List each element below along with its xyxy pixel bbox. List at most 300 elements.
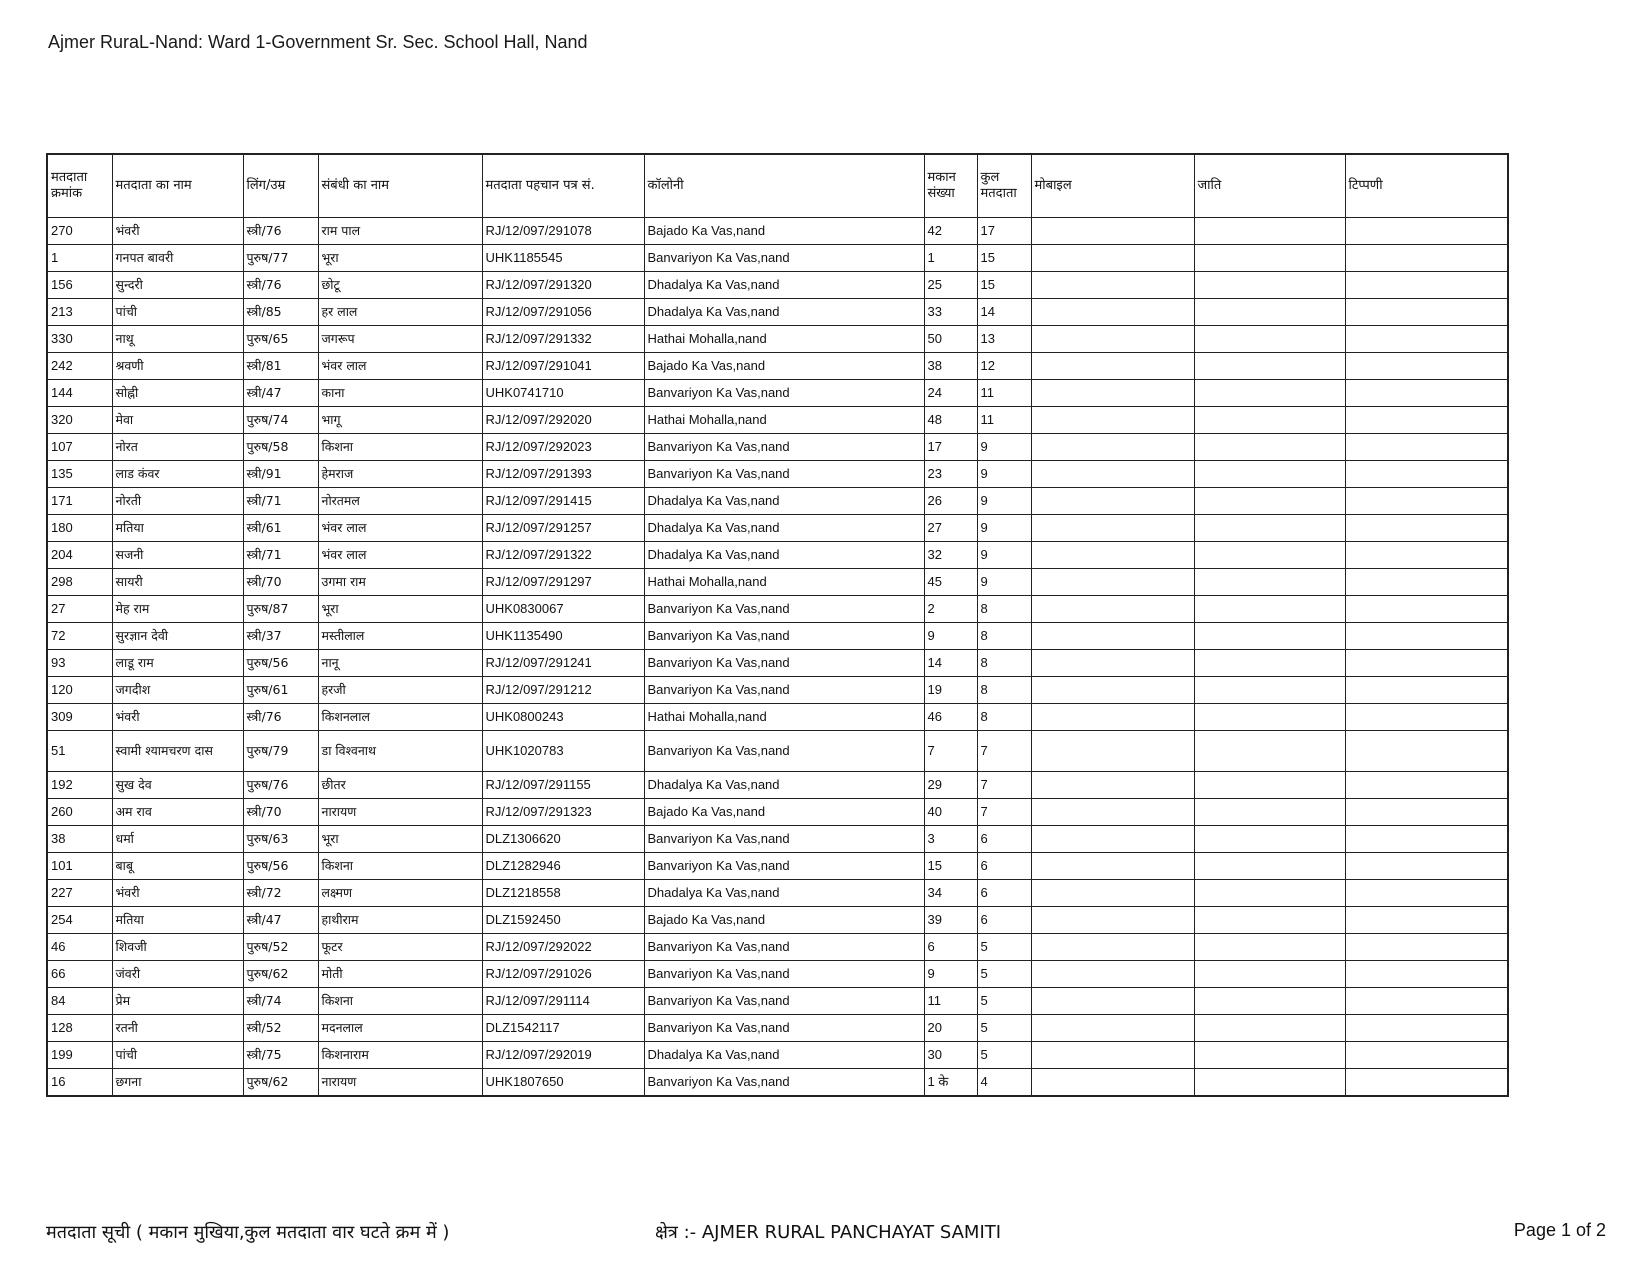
- cell-house-number: 14: [924, 650, 977, 677]
- cell-voter-name: सोह्नी: [112, 380, 243, 407]
- cell-colony: Dhadalya Ka Vas,nand: [644, 1042, 924, 1069]
- cell-voter-serial: 204: [47, 542, 112, 569]
- cell-remarks: [1345, 326, 1508, 353]
- cell-colony: Banvariyon Ka Vas,nand: [644, 1015, 924, 1042]
- cell-colony: Banvariyon Ka Vas,nand: [644, 826, 924, 853]
- cell-colony: Banvariyon Ka Vas,nand: [644, 245, 924, 272]
- cell-voter-id: DLZ1542117: [482, 1015, 644, 1042]
- cell-voter-serial: 135: [47, 461, 112, 488]
- cell-house-number: 19: [924, 677, 977, 704]
- cell-voter-name: धर्मा: [112, 826, 243, 853]
- cell-mobile: [1031, 731, 1194, 772]
- cell-colony: Banvariyon Ka Vas,nand: [644, 988, 924, 1015]
- cell-total-voters: 8: [977, 677, 1031, 704]
- cell-house-number: 6: [924, 934, 977, 961]
- table-row: [47, 272, 1508, 299]
- cell-relative-name: भंवर लाल: [318, 542, 482, 569]
- cell-colony: Dhadalya Ka Vas,nand: [644, 488, 924, 515]
- cell-voter-name: छगना: [112, 1069, 243, 1097]
- cell-gender-age: स्त्री/70: [243, 799, 318, 826]
- cell-voter-name: जंवरी: [112, 961, 243, 988]
- cell-gender-age: पुरुष/76: [243, 772, 318, 799]
- cell-colony: Hathai Mohalla,nand: [644, 704, 924, 731]
- cell-caste: [1194, 1015, 1345, 1042]
- cell-relative-name: मस्तीलाल: [318, 623, 482, 650]
- cell-relative-name: लक्ष्मण: [318, 880, 482, 907]
- cell-voter-name: शिवजी: [112, 934, 243, 961]
- cell-voter-id: RJ/12/097/291322: [482, 542, 644, 569]
- cell-total-voters: 11: [977, 407, 1031, 434]
- cell-total-voters: 6: [977, 853, 1031, 880]
- cell-voter-serial: 144: [47, 380, 112, 407]
- header-voter-name: मतदाता का नाम: [112, 154, 243, 218]
- cell-caste: [1194, 434, 1345, 461]
- cell-mobile: [1031, 880, 1194, 907]
- cell-relative-name: नोरतमल: [318, 488, 482, 515]
- table-row: [47, 515, 1508, 542]
- cell-gender-age: पुरुष/62: [243, 1069, 318, 1097]
- cell-voter-serial: 84: [47, 988, 112, 1015]
- cell-voter-name: सुख देव: [112, 772, 243, 799]
- cell-house-number: 50: [924, 326, 977, 353]
- table-row: [47, 704, 1508, 731]
- cell-voter-id: RJ/12/097/291212: [482, 677, 644, 704]
- cell-relative-name: हाथीराम: [318, 907, 482, 934]
- table-row: [47, 880, 1508, 907]
- cell-voter-serial: 199: [47, 1042, 112, 1069]
- cell-voter-name: स्वामी श्यामचरण दास: [112, 731, 243, 772]
- cell-voter-serial: 192: [47, 772, 112, 799]
- header-total-voters: कुल मतदाता: [977, 154, 1031, 218]
- cell-total-voters: 9: [977, 434, 1031, 461]
- cell-voter-id: RJ/12/097/291155: [482, 772, 644, 799]
- cell-mobile: [1031, 380, 1194, 407]
- cell-total-voters: 12: [977, 353, 1031, 380]
- cell-mobile: [1031, 961, 1194, 988]
- cell-relative-name: किशनाराम: [318, 1042, 482, 1069]
- cell-voter-serial: 72: [47, 623, 112, 650]
- cell-relative-name: भूरा: [318, 596, 482, 623]
- cell-colony: Banvariyon Ka Vas,nand: [644, 380, 924, 407]
- cell-mobile: [1031, 461, 1194, 488]
- cell-voter-serial: 227: [47, 880, 112, 907]
- cell-voter-name: गनपत बावरी: [112, 245, 243, 272]
- cell-gender-age: पुरुष/52: [243, 934, 318, 961]
- cell-relative-name: नारायण: [318, 1069, 482, 1097]
- cell-relative-name: नारायण: [318, 799, 482, 826]
- cell-colony: Banvariyon Ka Vas,nand: [644, 596, 924, 623]
- cell-house-number: 38: [924, 353, 977, 380]
- cell-voter-id: RJ/12/097/291056: [482, 299, 644, 326]
- cell-relative-name: उगमा राम: [318, 569, 482, 596]
- cell-house-number: 1: [924, 245, 977, 272]
- cell-house-number: 24: [924, 380, 977, 407]
- cell-colony: Banvariyon Ka Vas,nand: [644, 623, 924, 650]
- cell-mobile: [1031, 353, 1194, 380]
- cell-remarks: [1345, 772, 1508, 799]
- cell-voter-id: RJ/12/097/291041: [482, 353, 644, 380]
- cell-total-voters: 5: [977, 1015, 1031, 1042]
- cell-house-number: 15: [924, 853, 977, 880]
- cell-caste: [1194, 515, 1345, 542]
- cell-gender-age: स्त्री/71: [243, 542, 318, 569]
- cell-voter-name: सुरज्ञान देवी: [112, 623, 243, 650]
- cell-colony: Banvariyon Ka Vas,nand: [644, 731, 924, 772]
- cell-gender-age: स्त्री/81: [243, 353, 318, 380]
- cell-total-voters: 5: [977, 934, 1031, 961]
- cell-mobile: [1031, 1069, 1194, 1097]
- cell-voter-serial: 320: [47, 407, 112, 434]
- cell-voter-id: RJ/12/097/291320: [482, 272, 644, 299]
- cell-mobile: [1031, 272, 1194, 299]
- cell-house-number: 32: [924, 542, 977, 569]
- cell-house-number: 48: [924, 407, 977, 434]
- table-row: [47, 1069, 1508, 1097]
- table-row: [47, 1015, 1508, 1042]
- cell-voter-id: UHK1135490: [482, 623, 644, 650]
- cell-house-number: 33: [924, 299, 977, 326]
- cell-total-voters: 5: [977, 1042, 1031, 1069]
- cell-mobile: [1031, 677, 1194, 704]
- header-colony: कॉलोनी: [644, 154, 924, 218]
- cell-gender-age: स्त्री/91: [243, 461, 318, 488]
- cell-colony: Dhadalya Ka Vas,nand: [644, 272, 924, 299]
- cell-gender-age: पुरुष/79: [243, 731, 318, 772]
- cell-mobile: [1031, 988, 1194, 1015]
- cell-voter-id: DLZ1306620: [482, 826, 644, 853]
- cell-voter-id: UHK0830067: [482, 596, 644, 623]
- table-row: [47, 434, 1508, 461]
- cell-house-number: 9: [924, 961, 977, 988]
- cell-relative-name: भंवर लाल: [318, 353, 482, 380]
- cell-voter-id: RJ/12/097/291257: [482, 515, 644, 542]
- cell-mobile: [1031, 623, 1194, 650]
- cell-total-voters: 9: [977, 515, 1031, 542]
- cell-total-voters: 8: [977, 623, 1031, 650]
- cell-remarks: [1345, 731, 1508, 772]
- table-row: [47, 542, 1508, 569]
- cell-colony: Banvariyon Ka Vas,nand: [644, 461, 924, 488]
- cell-relative-name: मदनलाल: [318, 1015, 482, 1042]
- cell-colony: Dhadalya Ka Vas,nand: [644, 299, 924, 326]
- cell-voter-id: RJ/12/097/292020: [482, 407, 644, 434]
- header-voter-id: मतदाता पहचान पत्र सं.: [482, 154, 644, 218]
- cell-voter-serial: 260: [47, 799, 112, 826]
- cell-colony: Banvariyon Ka Vas,nand: [644, 853, 924, 880]
- cell-house-number: 3: [924, 826, 977, 853]
- cell-voter-id: RJ/12/097/291415: [482, 488, 644, 515]
- cell-relative-name: किशनलाल: [318, 704, 482, 731]
- cell-mobile: [1031, 326, 1194, 353]
- cell-voter-name: बाबू: [112, 853, 243, 880]
- cell-house-number: 34: [924, 880, 977, 907]
- cell-voter-serial: 46: [47, 934, 112, 961]
- cell-voter-serial: 120: [47, 677, 112, 704]
- cell-voter-name: भंवरी: [112, 880, 243, 907]
- cell-total-voters: 7: [977, 731, 1031, 772]
- cell-remarks: [1345, 961, 1508, 988]
- cell-colony: Dhadalya Ka Vas,nand: [644, 542, 924, 569]
- cell-caste: [1194, 596, 1345, 623]
- cell-colony: Dhadalya Ka Vas,nand: [644, 515, 924, 542]
- table-body: [47, 218, 1508, 1097]
- cell-total-voters: 14: [977, 299, 1031, 326]
- cell-voter-id: RJ/12/097/291297: [482, 569, 644, 596]
- cell-voter-name: लाडू राम: [112, 650, 243, 677]
- cell-house-number: 30: [924, 1042, 977, 1069]
- cell-mobile: [1031, 596, 1194, 623]
- cell-relative-name: हेमराज: [318, 461, 482, 488]
- cell-remarks: [1345, 461, 1508, 488]
- cell-total-voters: 9: [977, 488, 1031, 515]
- table-row: [47, 826, 1508, 853]
- cell-gender-age: स्त्री/74: [243, 988, 318, 1015]
- cell-total-voters: 5: [977, 961, 1031, 988]
- cell-house-number: 7: [924, 731, 977, 772]
- cell-remarks: [1345, 826, 1508, 853]
- cell-house-number: 39: [924, 907, 977, 934]
- table-row: [47, 569, 1508, 596]
- cell-relative-name: काना: [318, 380, 482, 407]
- cell-voter-name: भंवरी: [112, 704, 243, 731]
- cell-house-number: 17: [924, 434, 977, 461]
- table-row: [47, 380, 1508, 407]
- cell-total-voters: 6: [977, 880, 1031, 907]
- cell-caste: [1194, 772, 1345, 799]
- cell-house-number: 25: [924, 272, 977, 299]
- cell-remarks: [1345, 799, 1508, 826]
- cell-voter-id: UHK1020783: [482, 731, 644, 772]
- cell-gender-age: पुरुष/56: [243, 853, 318, 880]
- table-row: [47, 461, 1508, 488]
- cell-voter-name: नोरत: [112, 434, 243, 461]
- cell-voter-id: RJ/12/097/291078: [482, 218, 644, 245]
- cell-caste: [1194, 961, 1345, 988]
- cell-gender-age: स्त्री/72: [243, 880, 318, 907]
- cell-voter-serial: 330: [47, 326, 112, 353]
- cell-voter-id: RJ/12/097/292019: [482, 1042, 644, 1069]
- cell-total-voters: 17: [977, 218, 1031, 245]
- cell-voter-name: सायरी: [112, 569, 243, 596]
- cell-voter-name: मेवा: [112, 407, 243, 434]
- header-house-number: मकान संख्या: [924, 154, 977, 218]
- cell-remarks: [1345, 596, 1508, 623]
- table-header-row: [47, 154, 1508, 218]
- cell-voter-id: RJ/12/097/292022: [482, 934, 644, 961]
- cell-remarks: [1345, 272, 1508, 299]
- cell-gender-age: स्त्री/75: [243, 1042, 318, 1069]
- cell-caste: [1194, 542, 1345, 569]
- cell-mobile: [1031, 772, 1194, 799]
- cell-gender-age: स्त्री/37: [243, 623, 318, 650]
- cell-colony: Banvariyon Ka Vas,nand: [644, 961, 924, 988]
- cell-caste: [1194, 299, 1345, 326]
- cell-remarks: [1345, 380, 1508, 407]
- cell-remarks: [1345, 1069, 1508, 1097]
- cell-caste: [1194, 704, 1345, 731]
- header-voter-serial: मतदाता क्रमांक: [47, 154, 112, 218]
- cell-caste: [1194, 826, 1345, 853]
- cell-remarks: [1345, 434, 1508, 461]
- table-row: [47, 245, 1508, 272]
- cell-total-voters: 8: [977, 650, 1031, 677]
- cell-total-voters: 6: [977, 826, 1031, 853]
- cell-voter-name: सुन्दरी: [112, 272, 243, 299]
- cell-mobile: [1031, 1015, 1194, 1042]
- header-relative-name: संबंधी का नाम: [318, 154, 482, 218]
- cell-voter-serial: 16: [47, 1069, 112, 1097]
- cell-total-voters: 11: [977, 380, 1031, 407]
- cell-caste: [1194, 988, 1345, 1015]
- cell-mobile: [1031, 569, 1194, 596]
- cell-relative-name: भंवर लाल: [318, 515, 482, 542]
- cell-house-number: 9: [924, 623, 977, 650]
- cell-caste: [1194, 1042, 1345, 1069]
- cell-voter-id: UHK1807650: [482, 1069, 644, 1097]
- cell-gender-age: स्त्री/52: [243, 1015, 318, 1042]
- cell-total-voters: 4: [977, 1069, 1031, 1097]
- cell-caste: [1194, 853, 1345, 880]
- cell-mobile: [1031, 218, 1194, 245]
- cell-caste: [1194, 272, 1345, 299]
- cell-remarks: [1345, 1042, 1508, 1069]
- cell-relative-name: हर लाल: [318, 299, 482, 326]
- cell-voter-name: श्रवणी: [112, 353, 243, 380]
- cell-voter-serial: 66: [47, 961, 112, 988]
- table-row: [47, 650, 1508, 677]
- table-row: [47, 623, 1508, 650]
- cell-voter-id: DLZ1592450: [482, 907, 644, 934]
- cell-mobile: [1031, 245, 1194, 272]
- cell-voter-name: लाड कंवर: [112, 461, 243, 488]
- cell-house-number: 40: [924, 799, 977, 826]
- cell-gender-age: स्त्री/47: [243, 380, 318, 407]
- cell-remarks: [1345, 407, 1508, 434]
- cell-gender-age: पुरुष/58: [243, 434, 318, 461]
- cell-total-voters: 15: [977, 272, 1031, 299]
- cell-house-number: 45: [924, 569, 977, 596]
- cell-mobile: [1031, 799, 1194, 826]
- cell-colony: Hathai Mohalla,nand: [644, 326, 924, 353]
- cell-voter-serial: 93: [47, 650, 112, 677]
- cell-gender-age: पुरुष/65: [243, 326, 318, 353]
- table-row: [47, 934, 1508, 961]
- cell-voter-serial: 156: [47, 272, 112, 299]
- cell-voter-name: भंवरी: [112, 218, 243, 245]
- cell-voter-id: DLZ1218558: [482, 880, 644, 907]
- cell-caste: [1194, 731, 1345, 772]
- cell-remarks: [1345, 218, 1508, 245]
- cell-voter-name: प्रेम: [112, 988, 243, 1015]
- cell-voter-id: UHK0741710: [482, 380, 644, 407]
- cell-remarks: [1345, 299, 1508, 326]
- cell-gender-age: स्त्री/76: [243, 218, 318, 245]
- header-gender-age: लिंग/उम्र: [243, 154, 318, 218]
- cell-colony: Hathai Mohalla,nand: [644, 407, 924, 434]
- cell-house-number: 46: [924, 704, 977, 731]
- cell-remarks: [1345, 488, 1508, 515]
- cell-voter-name: मेह राम: [112, 596, 243, 623]
- cell-relative-name: नानू: [318, 650, 482, 677]
- cell-caste: [1194, 907, 1345, 934]
- cell-caste: [1194, 623, 1345, 650]
- cell-voter-serial: 254: [47, 907, 112, 934]
- cell-mobile: [1031, 299, 1194, 326]
- cell-voter-name: मतिया: [112, 515, 243, 542]
- cell-remarks: [1345, 934, 1508, 961]
- table-row: [47, 488, 1508, 515]
- cell-relative-name: फूटर: [318, 934, 482, 961]
- cell-relative-name: हरजी: [318, 677, 482, 704]
- cell-relative-name: छोटू: [318, 272, 482, 299]
- cell-caste: [1194, 353, 1345, 380]
- cell-total-voters: 8: [977, 596, 1031, 623]
- cell-voter-id: UHK0800243: [482, 704, 644, 731]
- header-caste: जाति: [1194, 154, 1345, 218]
- cell-voter-name: जगदीश: [112, 677, 243, 704]
- cell-voter-id: DLZ1282946: [482, 853, 644, 880]
- cell-voter-serial: 107: [47, 434, 112, 461]
- cell-total-voters: 15: [977, 245, 1031, 272]
- cell-house-number: 27: [924, 515, 977, 542]
- cell-caste: [1194, 407, 1345, 434]
- cell-mobile: [1031, 542, 1194, 569]
- table-row: [47, 1042, 1508, 1069]
- cell-house-number: 1 के: [924, 1069, 977, 1097]
- cell-colony: Banvariyon Ka Vas,nand: [644, 677, 924, 704]
- cell-voter-id: RJ/12/097/291114: [482, 988, 644, 1015]
- cell-total-voters: 9: [977, 569, 1031, 596]
- cell-gender-age: पुरुष/61: [243, 677, 318, 704]
- cell-caste: [1194, 934, 1345, 961]
- cell-colony: Bajado Ka Vas,nand: [644, 907, 924, 934]
- cell-gender-age: पुरुष/56: [243, 650, 318, 677]
- cell-caste: [1194, 218, 1345, 245]
- table-row: [47, 677, 1508, 704]
- cell-remarks: [1345, 245, 1508, 272]
- cell-colony: Banvariyon Ka Vas,nand: [644, 434, 924, 461]
- cell-mobile: [1031, 488, 1194, 515]
- table-row: [47, 988, 1508, 1015]
- cell-voter-name: पांची: [112, 299, 243, 326]
- table-row: [47, 961, 1508, 988]
- cell-voter-id: RJ/12/097/291026: [482, 961, 644, 988]
- cell-relative-name: भूरा: [318, 826, 482, 853]
- cell-relative-name: मोती: [318, 961, 482, 988]
- table-row: [47, 772, 1508, 799]
- table-row: [47, 407, 1508, 434]
- cell-total-voters: 7: [977, 799, 1031, 826]
- cell-voter-name: रतनी: [112, 1015, 243, 1042]
- footer-page-info: Page 1 of 2: [1513, 1220, 1606, 1240]
- cell-relative-name: छीतर: [318, 772, 482, 799]
- cell-relative-name: किशना: [318, 434, 482, 461]
- cell-mobile: [1031, 650, 1194, 677]
- cell-gender-age: पुरुष/77: [243, 245, 318, 272]
- cell-voter-name: पांची: [112, 1042, 243, 1069]
- cell-voter-serial: 171: [47, 488, 112, 515]
- cell-gender-age: स्त्री/76: [243, 272, 318, 299]
- cell-relative-name: किशना: [318, 853, 482, 880]
- cell-house-number: 42: [924, 218, 977, 245]
- cell-caste: [1194, 461, 1345, 488]
- footer-area: क्षेत्र :- AJMER RURAL PANCHAYAT SAMITI: [655, 1222, 1002, 1243]
- cell-voter-name: सजनी: [112, 542, 243, 569]
- cell-mobile: [1031, 515, 1194, 542]
- table-row: [47, 907, 1508, 934]
- cell-gender-age: स्त्री/61: [243, 515, 318, 542]
- cell-remarks: [1345, 677, 1508, 704]
